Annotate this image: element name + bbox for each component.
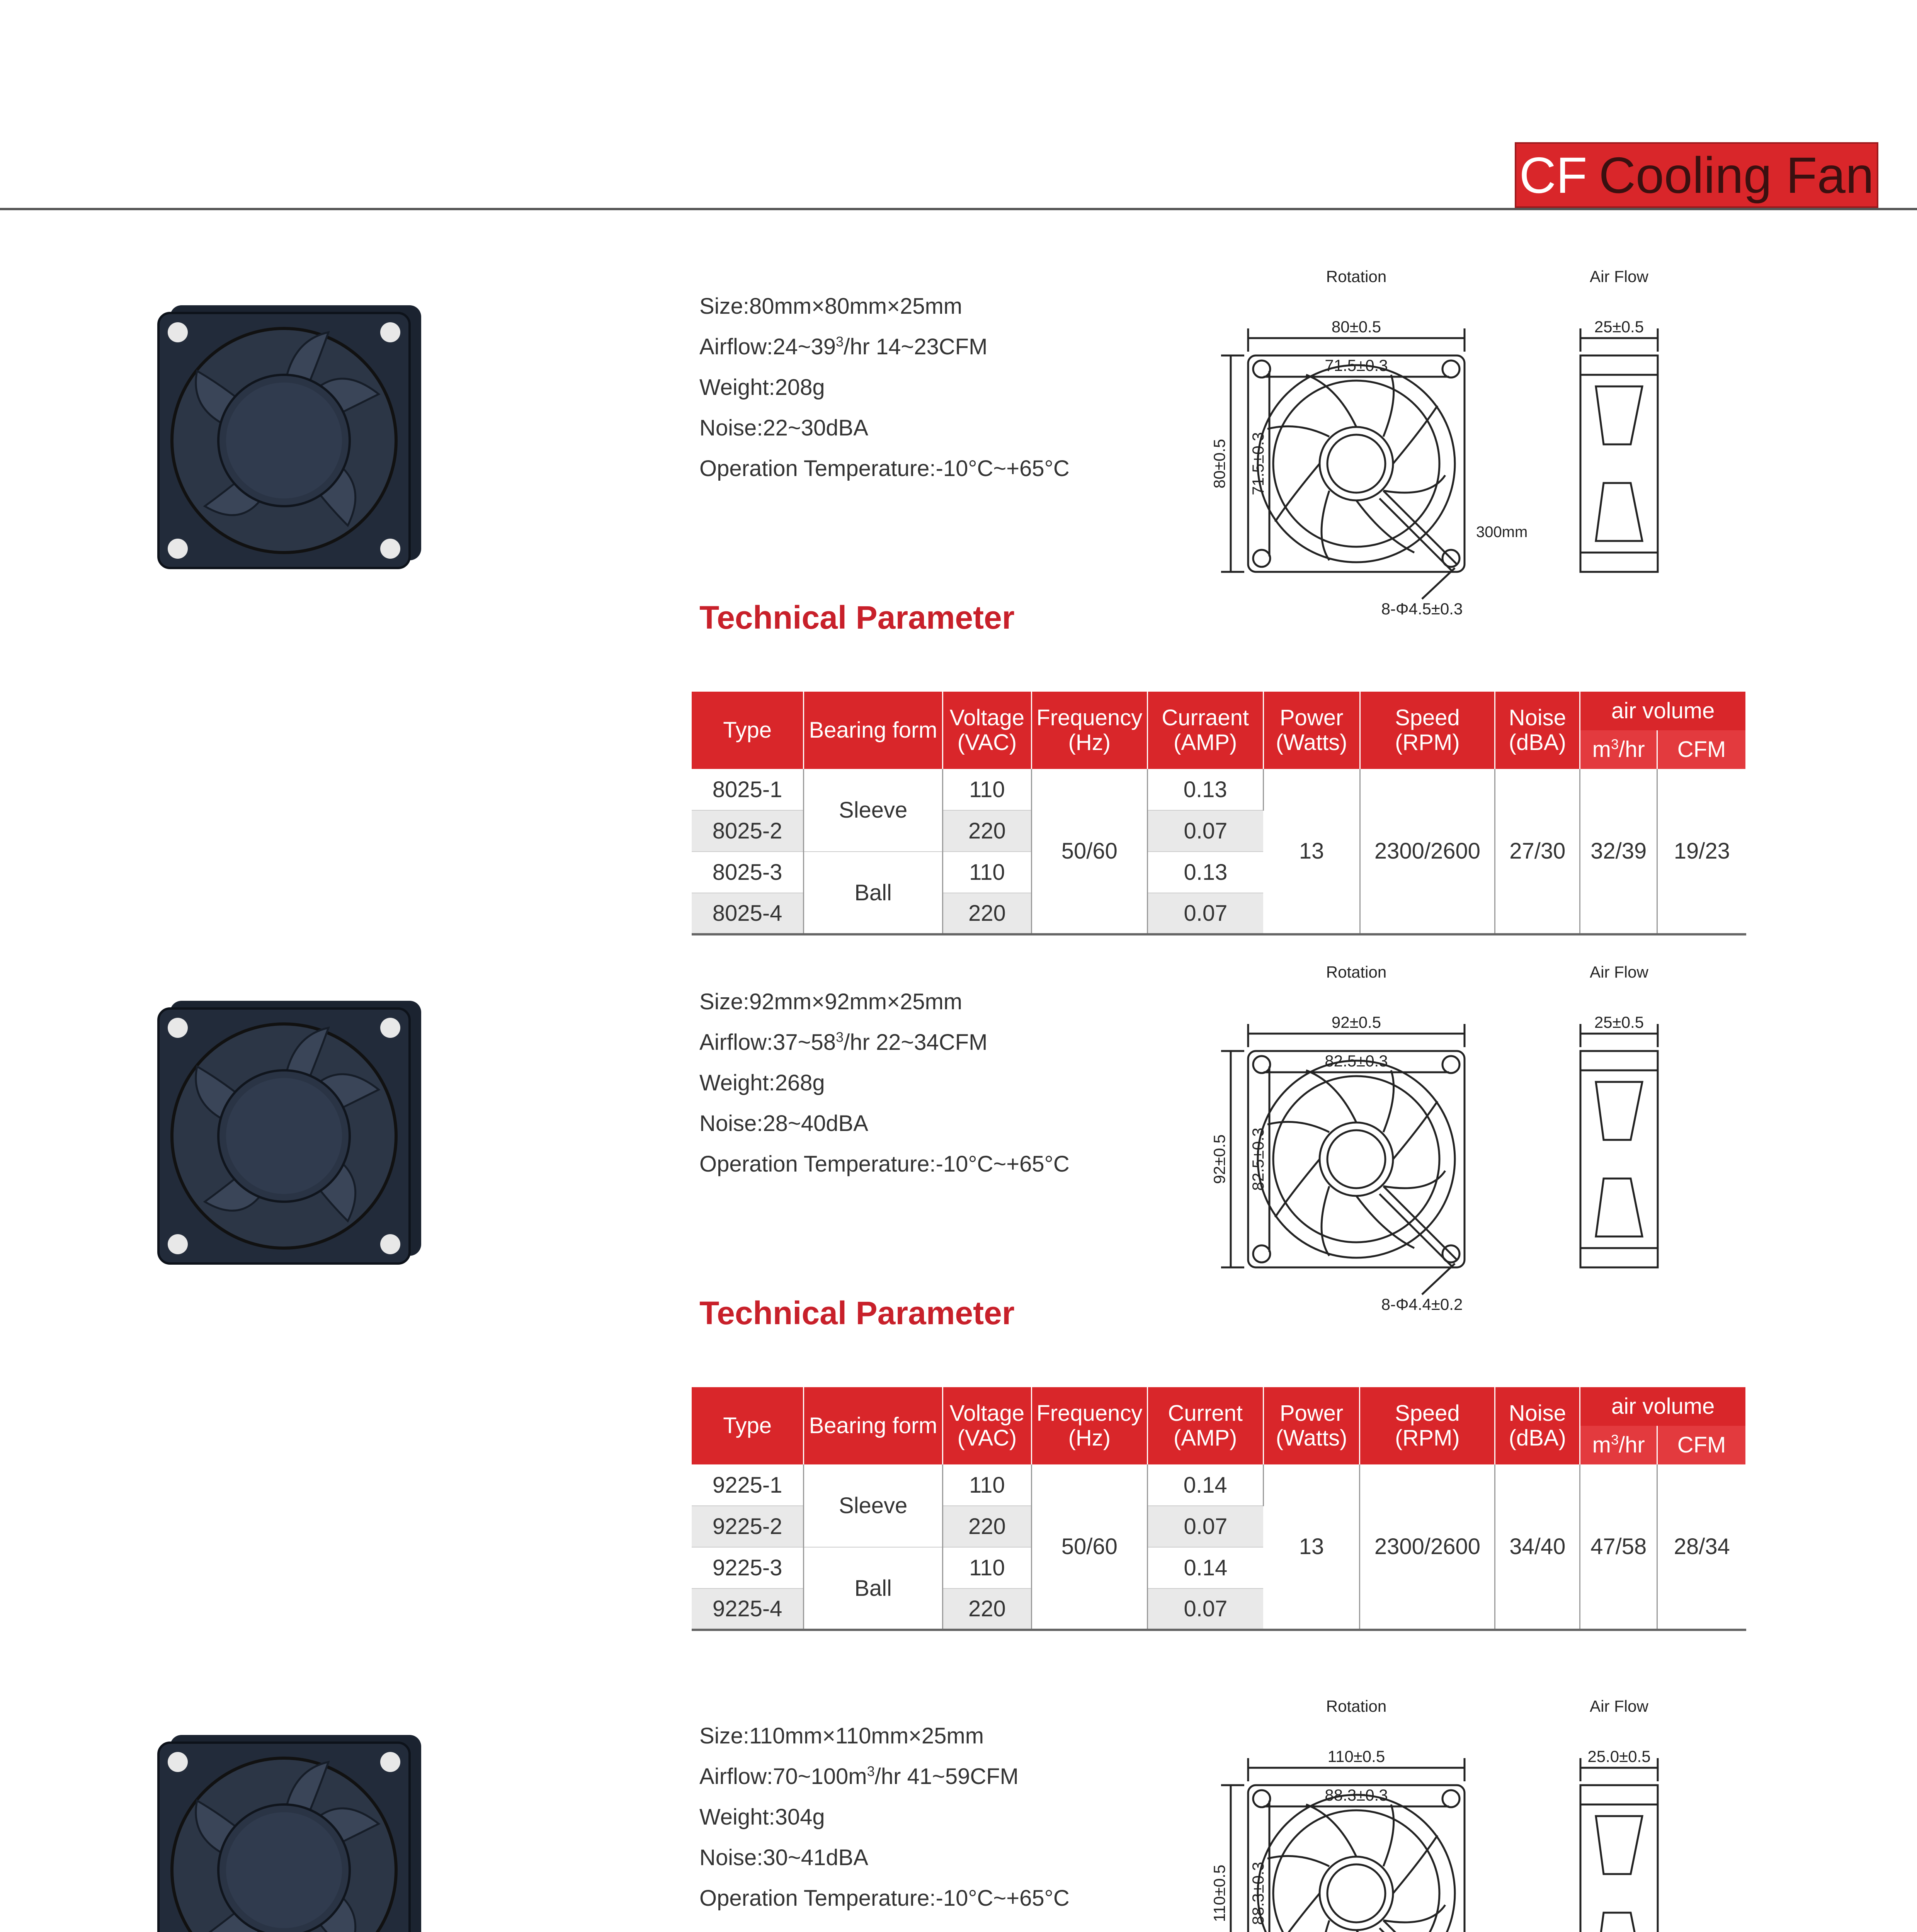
current-cell: 0.13 <box>1147 769 1263 810</box>
current-cell: 0.07 <box>1147 1506 1263 1547</box>
type-cell: 9225-4 <box>692 1588 804 1630</box>
table-header-row <box>692 1387 1746 1426</box>
spec-noise: Noise:22~30dBA <box>699 415 868 440</box>
rotation-label: Rotation <box>1326 1697 1387 1715</box>
type-cell: 8025-2 <box>692 810 804 852</box>
power-header: Power (Watts) <box>1263 1387 1360 1464</box>
voltage-cell: 220 <box>942 893 1031 934</box>
bearing-cell: Sleeve <box>804 769 943 852</box>
inner-width-dim: 71.5±0.3 <box>1325 356 1388 374</box>
voltage-cell: 110 <box>942 1547 1031 1588</box>
fan-photo <box>147 985 437 1275</box>
type-header: Type <box>692 692 804 769</box>
frequency-header: Frequency (Hz) <box>1031 692 1147 769</box>
inner-height-dim: 71.5±0.3 <box>1249 432 1267 495</box>
outer-width-dim: 110±0.5 <box>1327 1747 1385 1765</box>
outer-height-dim: 110±0.5 <box>1210 1864 1228 1922</box>
brand-label: CF <box>1519 146 1587 204</box>
dimension-drawing <box>1152 259 1692 626</box>
speed-cell: 2300/2600 <box>1360 769 1495 934</box>
outer-height-dim: 80±0.5 <box>1210 439 1228 489</box>
cfm-header: CFM <box>1657 730 1746 769</box>
spec-temperature: Operation Temperature:-10°C~+65°C <box>699 1886 1070 1911</box>
bearing-header: Bearing form <box>804 692 943 769</box>
spec-list <box>699 981 1202 1184</box>
frequency-cell: 50/60 <box>1031 1464 1147 1630</box>
current-cell: 0.13 <box>1147 852 1263 893</box>
current-cell: 0.07 <box>1147 1588 1263 1630</box>
current-cell: 0.07 <box>1147 810 1263 852</box>
noise-cell: 34/40 <box>1495 1464 1580 1630</box>
airflow-label: Air Flow <box>1590 267 1648 286</box>
current-cell: 0.14 <box>1147 1547 1263 1588</box>
spec-size: Size:110mm×110mm×25mm <box>699 1723 984 1748</box>
spec-list <box>699 1716 1202 1918</box>
cfm-cell: 19/23 <box>1657 769 1746 934</box>
m3hr-cell: 47/58 <box>1580 1464 1657 1630</box>
depth-dim: 25±0.5 <box>1594 318 1644 336</box>
outer-height-dim: 92±0.5 <box>1210 1134 1228 1184</box>
table-header-row <box>692 692 1746 730</box>
table-row <box>692 769 1746 810</box>
spec-weight: Weight:304g <box>699 1804 825 1830</box>
spec-weight: Weight:268g <box>699 1070 825 1095</box>
spec-noise: Noise:28~40dBA <box>699 1111 868 1136</box>
bearing-header: Bearing form <box>804 1387 943 1464</box>
voltage-cell: 220 <box>942 1588 1031 1630</box>
voltage-header: Voltage (VAC) <box>942 1387 1031 1464</box>
speed-header: Speed (RPM) <box>1360 692 1495 769</box>
table-row <box>692 1464 1746 1506</box>
spec-airflow: $Airflow:70\sim 100m^3/hr$ 41~59CFM <box>699 1763 1019 1789</box>
voltage-cell: 110 <box>942 1464 1031 1506</box>
wire-length: 300mm <box>1476 524 1528 541</box>
fan-photo <box>147 290 437 580</box>
hole-dim: 8-Φ4.5±0.3 <box>1381 600 1463 618</box>
spec-airflow: $Airflow:37\sim 58^3/hr$ 22~34CFM <box>699 1029 988 1055</box>
page-title <box>1515 142 1878 208</box>
type-cell: 9225-3 <box>692 1547 804 1588</box>
rotation-label: Rotation <box>1326 963 1387 981</box>
type-cell: 8025-3 <box>692 852 804 893</box>
inner-width-dim: 88.3±0.3 <box>1325 1786 1388 1804</box>
bearing-cell: Ball <box>804 852 943 934</box>
outer-width-dim: 92±0.5 <box>1331 1013 1381 1031</box>
m3hr-header: $m^3/hr$ <box>1580 730 1657 769</box>
current-cell: 0.14 <box>1147 1464 1263 1506</box>
airflow-label: Air Flow <box>1590 1697 1648 1715</box>
dimension-drawing <box>1152 1689 1692 1932</box>
cfm-header: CFM <box>1657 1426 1746 1464</box>
title-label: Cooling Fan <box>1599 146 1874 204</box>
power-cell: 13 <box>1263 1464 1360 1630</box>
spec-noise: Noise:30~41dBA <box>699 1845 868 1870</box>
bearing-cell: Ball <box>804 1547 943 1630</box>
spec-list <box>699 286 1202 489</box>
outer-width-dim: 80±0.5 <box>1331 318 1381 336</box>
air-volume-header: air volume <box>1580 1387 1746 1426</box>
air-volume-header: air volume <box>1580 692 1746 730</box>
voltage-header: Voltage (VAC) <box>942 692 1031 769</box>
spec-airflow: $Airflow:24\sim 39^3/hr$ 14~23CFM <box>699 333 988 359</box>
type-header: Type <box>692 1387 804 1464</box>
power-cell: 13 <box>1263 769 1360 934</box>
spec-weight: Weight:208g <box>699 375 825 400</box>
dimension-drawing <box>1152 954 1692 1321</box>
section-title: Technical Parameter <box>699 1295 1015 1331</box>
rotation-label: Rotation <box>1326 267 1387 286</box>
cfm-cell: 28/34 <box>1657 1464 1746 1630</box>
spec-temperature: Operation Temperature:-10°C~+65°C <box>699 1151 1070 1177</box>
type-cell: 9225-2 <box>692 1506 804 1547</box>
section-title: Technical Parameter <box>699 599 1015 636</box>
voltage-cell: 110 <box>942 769 1031 810</box>
current-cell: 0.07 <box>1147 893 1263 934</box>
m3hr-cell: 32/39 <box>1580 769 1657 934</box>
airflow-label: Air Flow <box>1590 963 1648 981</box>
speed-cell: 2300/2600 <box>1360 1464 1495 1630</box>
spec-size: Size:80mm×80mm×25mm <box>699 294 963 319</box>
frequency-header: Frequency (Hz) <box>1031 1387 1147 1464</box>
power-header: Power (Watts) <box>1263 692 1360 769</box>
m3hr-header: $m^3/hr$ <box>1580 1426 1657 1464</box>
bearing-cell: Sleeve <box>804 1464 943 1547</box>
depth-dim: 25±0.5 <box>1594 1013 1644 1031</box>
technical-parameter-table <box>692 692 1747 935</box>
spec-temperature: Operation Temperature:-10°C~+65°C <box>699 456 1070 481</box>
inner-width-dim: 82.5±0.3 <box>1325 1052 1388 1070</box>
noise-cell: 27/30 <box>1495 769 1580 934</box>
noise-header: Noise (dBA) <box>1495 692 1580 769</box>
type-cell: 8025-1 <box>692 769 804 810</box>
voltage-cell: 110 <box>942 852 1031 893</box>
noise-header: Noise (dBA) <box>1495 1387 1580 1464</box>
inner-height-dim: 88.3±0.3 <box>1249 1862 1267 1925</box>
header-rule <box>0 208 1917 210</box>
type-cell: 8025-4 <box>692 893 804 934</box>
spec-size: Size:92mm×92mm×25mm <box>699 989 963 1014</box>
speed-header: Speed (RPM) <box>1360 1387 1495 1464</box>
fan-photo <box>147 1719 437 1932</box>
hole-dim: 8-Φ4.4±0.2 <box>1381 1295 1463 1313</box>
voltage-cell: 220 <box>942 810 1031 852</box>
type-cell: 9225-1 <box>692 1464 804 1506</box>
technical-parameter-table <box>692 1387 1747 1631</box>
frequency-cell: 50/60 <box>1031 769 1147 934</box>
current-header: Current (AMP) <box>1147 1387 1263 1464</box>
inner-height-dim: 82.5±0.3 <box>1249 1128 1267 1191</box>
voltage-cell: 220 <box>942 1506 1031 1547</box>
current-header: Curraent (AMP) <box>1147 692 1263 769</box>
depth-dim: 25.0±0.5 <box>1587 1747 1651 1765</box>
